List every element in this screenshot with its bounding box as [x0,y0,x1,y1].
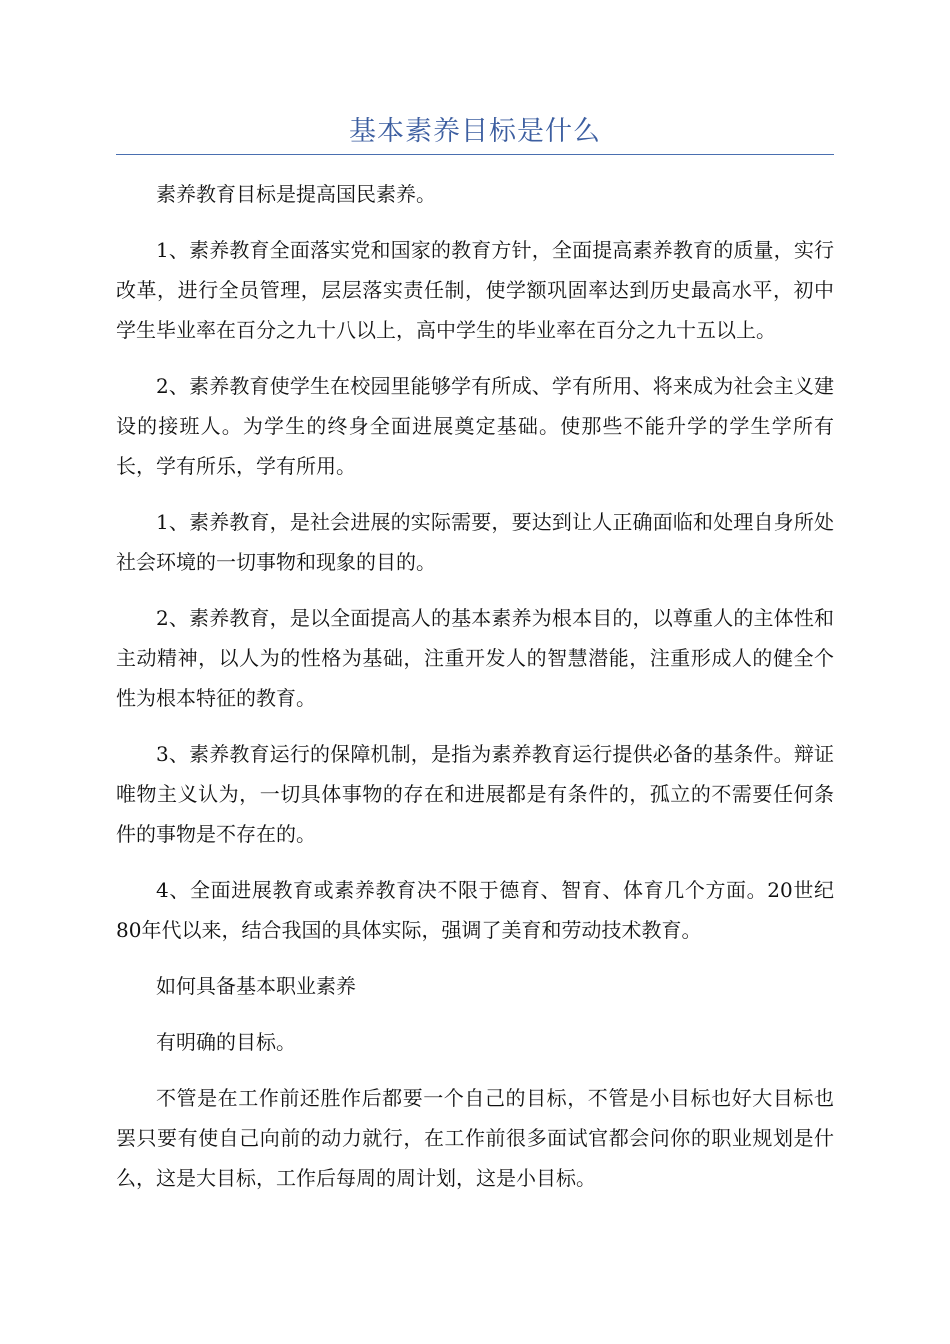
paragraph-1: 素养教育目标是提高国民素养。 [156,182,436,206]
subheading-career-literacy: 如何具备基本职业素养 [156,974,356,998]
paragraph-6: 3、素养教育运行的保障机制，是指为素养教育运行提供必备的基条件。辩证唯物主义认为，一切具体事物的存在和进展都是有条件的，孤立的不需要任何条件的事物是不存在的。 [116,742,834,846]
paragraph-4: 1、素养教育，是社会进展的实际需要，要达到让人正确面临和处理自身所处社会环境的一切事物和现象的目的。 [116,510,834,574]
paragraph-7: 4、全面进展教育或素养教育决不限于德育、智育、体育几个方面。20世纪80年代以来，结合我国的具体实际，强调了美育和劳动技术教育。 [116,878,834,942]
paragraph-3: 2、素养教育使学生在校园里能够学有所成、学有所用、将来成为社会主义建设的接班人。为学生的终身全面进展奠定基础。使那些不能升学的学生学所有长，学有所乐，学有所用。 [116,374,834,478]
document-title: 基本素养目标是什么 [349,116,601,147]
document-body [116,174,834,1214]
paragraph-9: 有明确的目标。 [156,1030,296,1054]
paragraph-5: 2、素养教育，是以全面提高人的基本素养为根本目的，以尊重人的主体性和主动精神，以人为的性格为基础，注重开发人的智慧潜能，注重形成人的健全个性为根本特征的教育。 [116,606,834,710]
paragraph-2: 1、素养教育全面落实党和国家的教育方针，全面提高素养教育的质量，实行改革，进行全员管理，层层落实责任制，使学额巩固率达到历史最高水平，初中学生毕业率在百分之九十八以上，高中学生的毕业率在百分之九十五以上。 [116,238,834,342]
paragraph-10: 不管是在工作前还胜作后都要一个自己的目标，不管是小目标也好大目标也罢只要有使自己向前的动力就行，在工作前很多面试官都会问你的职业规划是什么，这是大目标，工作后每周的周计划，这是小目标。 [116,1086,834,1190]
title-underline [116,154,834,155]
